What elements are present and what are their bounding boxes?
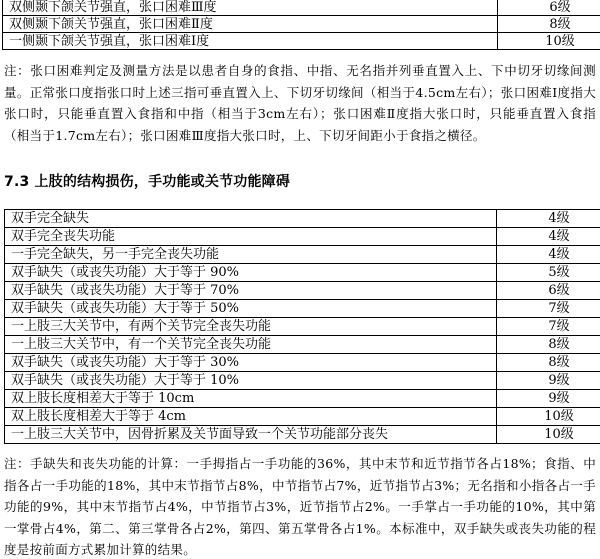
table-cell-description: 一上肢三大关节中，因骨折累及关节面导致一个关节功能部分丧失 bbox=[5, 426, 497, 444]
table-cell-description: 一侧颞下颌关节强直，张口困难Ⅰ度 bbox=[3, 33, 498, 50]
table-cell-level: 10级 bbox=[497, 408, 600, 426]
table-cell-level: 5级 bbox=[497, 264, 600, 282]
table-cell-description: 双手缺失（或丧失功能）大于等于 70% bbox=[5, 282, 497, 300]
table-row bbox=[5, 372, 600, 390]
table-cell-level: 7级 bbox=[497, 300, 600, 318]
table-cell-level: 8级 bbox=[497, 354, 600, 372]
table-row bbox=[5, 300, 600, 318]
table-cell-description: 双上肢长度相差大于等于 4cm bbox=[5, 408, 497, 426]
table-row bbox=[5, 228, 600, 246]
table-cell-description: 一上肢三大关节中，有两个关节完全丧失功能 bbox=[5, 318, 497, 336]
table-cell-description: 双手缺失（或丧失功能）大于等于 10% bbox=[5, 372, 497, 390]
table-row bbox=[5, 264, 600, 282]
table-row bbox=[5, 336, 600, 354]
table-cell-description: 双侧颞下颌关节强直，张口困难Ⅲ度 bbox=[3, 0, 498, 16]
table-row bbox=[3, 0, 600, 16]
table-cell-level: 4级 bbox=[497, 246, 600, 264]
table-row bbox=[5, 354, 600, 372]
note-mouth-opening: 注：张口困难判定及测量方法是以患者自身的食指、中指、无名指并列垂直置入上、下中切牙切缘间测量。正常张口度指张口时上述三指可垂直置入上、下切牙切缘间（相当于4.5cm左右）；张口困难Ⅰ度指大张口时，只能垂直置入食指和中指（相当于3cm左右）；张口困难Ⅱ度指大张口时，只能垂直置入食指（相当于1.7cm左右）；张口困难Ⅲ度指大张口时，上、下切牙间距小于食指之横径。 bbox=[4, 63, 596, 143]
table-row bbox=[3, 33, 600, 50]
table-row bbox=[5, 282, 600, 300]
table-cell-level: 4级 bbox=[497, 228, 600, 246]
table-row bbox=[5, 246, 600, 264]
table-row bbox=[5, 408, 600, 426]
table-cell-level: 4级 bbox=[497, 210, 600, 228]
disability-grade-table-jaw bbox=[2, 0, 600, 50]
table-cell-level: 8级 bbox=[497, 336, 600, 354]
table-cell-level: 7级 bbox=[497, 318, 600, 336]
table-row bbox=[5, 210, 600, 228]
table-row bbox=[5, 318, 600, 336]
table-cell-level: 9级 bbox=[497, 372, 600, 390]
table-cell-description: 双手缺失（或丧失功能）大于等于 30% bbox=[5, 354, 497, 372]
table-cell-level: 6级 bbox=[497, 282, 600, 300]
table-cell-description: 双侧颞下颌关节强直，张口困难Ⅱ度 bbox=[3, 16, 498, 33]
table-cell-description: 双上肢长度相差大于等于 10cm bbox=[5, 390, 497, 408]
table1-body bbox=[3, 0, 600, 50]
table-cell-level: 9级 bbox=[497, 390, 600, 408]
table-cell-description: 双手完全缺失 bbox=[5, 210, 497, 228]
table-cell-level: 8级 bbox=[498, 16, 600, 33]
table-cell-description: 一手完全缺失，另一手完全丧失功能 bbox=[5, 246, 497, 264]
table-row bbox=[3, 16, 600, 33]
table-cell-description: 一上肢三大关节中，有一个关节完全丧失功能 bbox=[5, 336, 497, 354]
table-cell-description: 双手完全丧失功能 bbox=[5, 228, 497, 246]
table-cell-level: 6级 bbox=[498, 0, 600, 16]
table-cell-description: 双手缺失（或丧失功能）大于等于 90% bbox=[5, 264, 497, 282]
disability-grade-table-upper-limb bbox=[4, 209, 600, 444]
table-cell-description: 双手缺失（或丧失功能）大于等于 50% bbox=[5, 300, 497, 318]
table-cell-level: 10级 bbox=[498, 33, 600, 50]
note-hand-function-calculation: 注：手缺失和丧失功能的计算：一手拇指占一手功能的36%，其中末节和近节指节各占18%；食指、中指各占一手功能的18%，其中末节指节占8%，中节指节占7%，近节指节占3%；无名指和小指各占一手功能的9%，其中末节指节占4%，中节指节占3%，近节指节占2%。一手掌占一手功能的10%，其中第一掌骨占4%，第二、第三掌骨各占2%，第四、第五掌骨各占1%。本标准中，双手缺失或丧失功能的程度是按前面方式累加计算的结果。 bbox=[4, 456, 596, 557]
table2-body bbox=[5, 210, 600, 444]
table-row bbox=[5, 390, 600, 408]
table-cell-level: 10级 bbox=[497, 426, 600, 444]
section-title: 7.3 上肢的结构损伤，手功能或关节功能障碍 bbox=[4, 174, 291, 190]
table-row bbox=[5, 426, 600, 444]
